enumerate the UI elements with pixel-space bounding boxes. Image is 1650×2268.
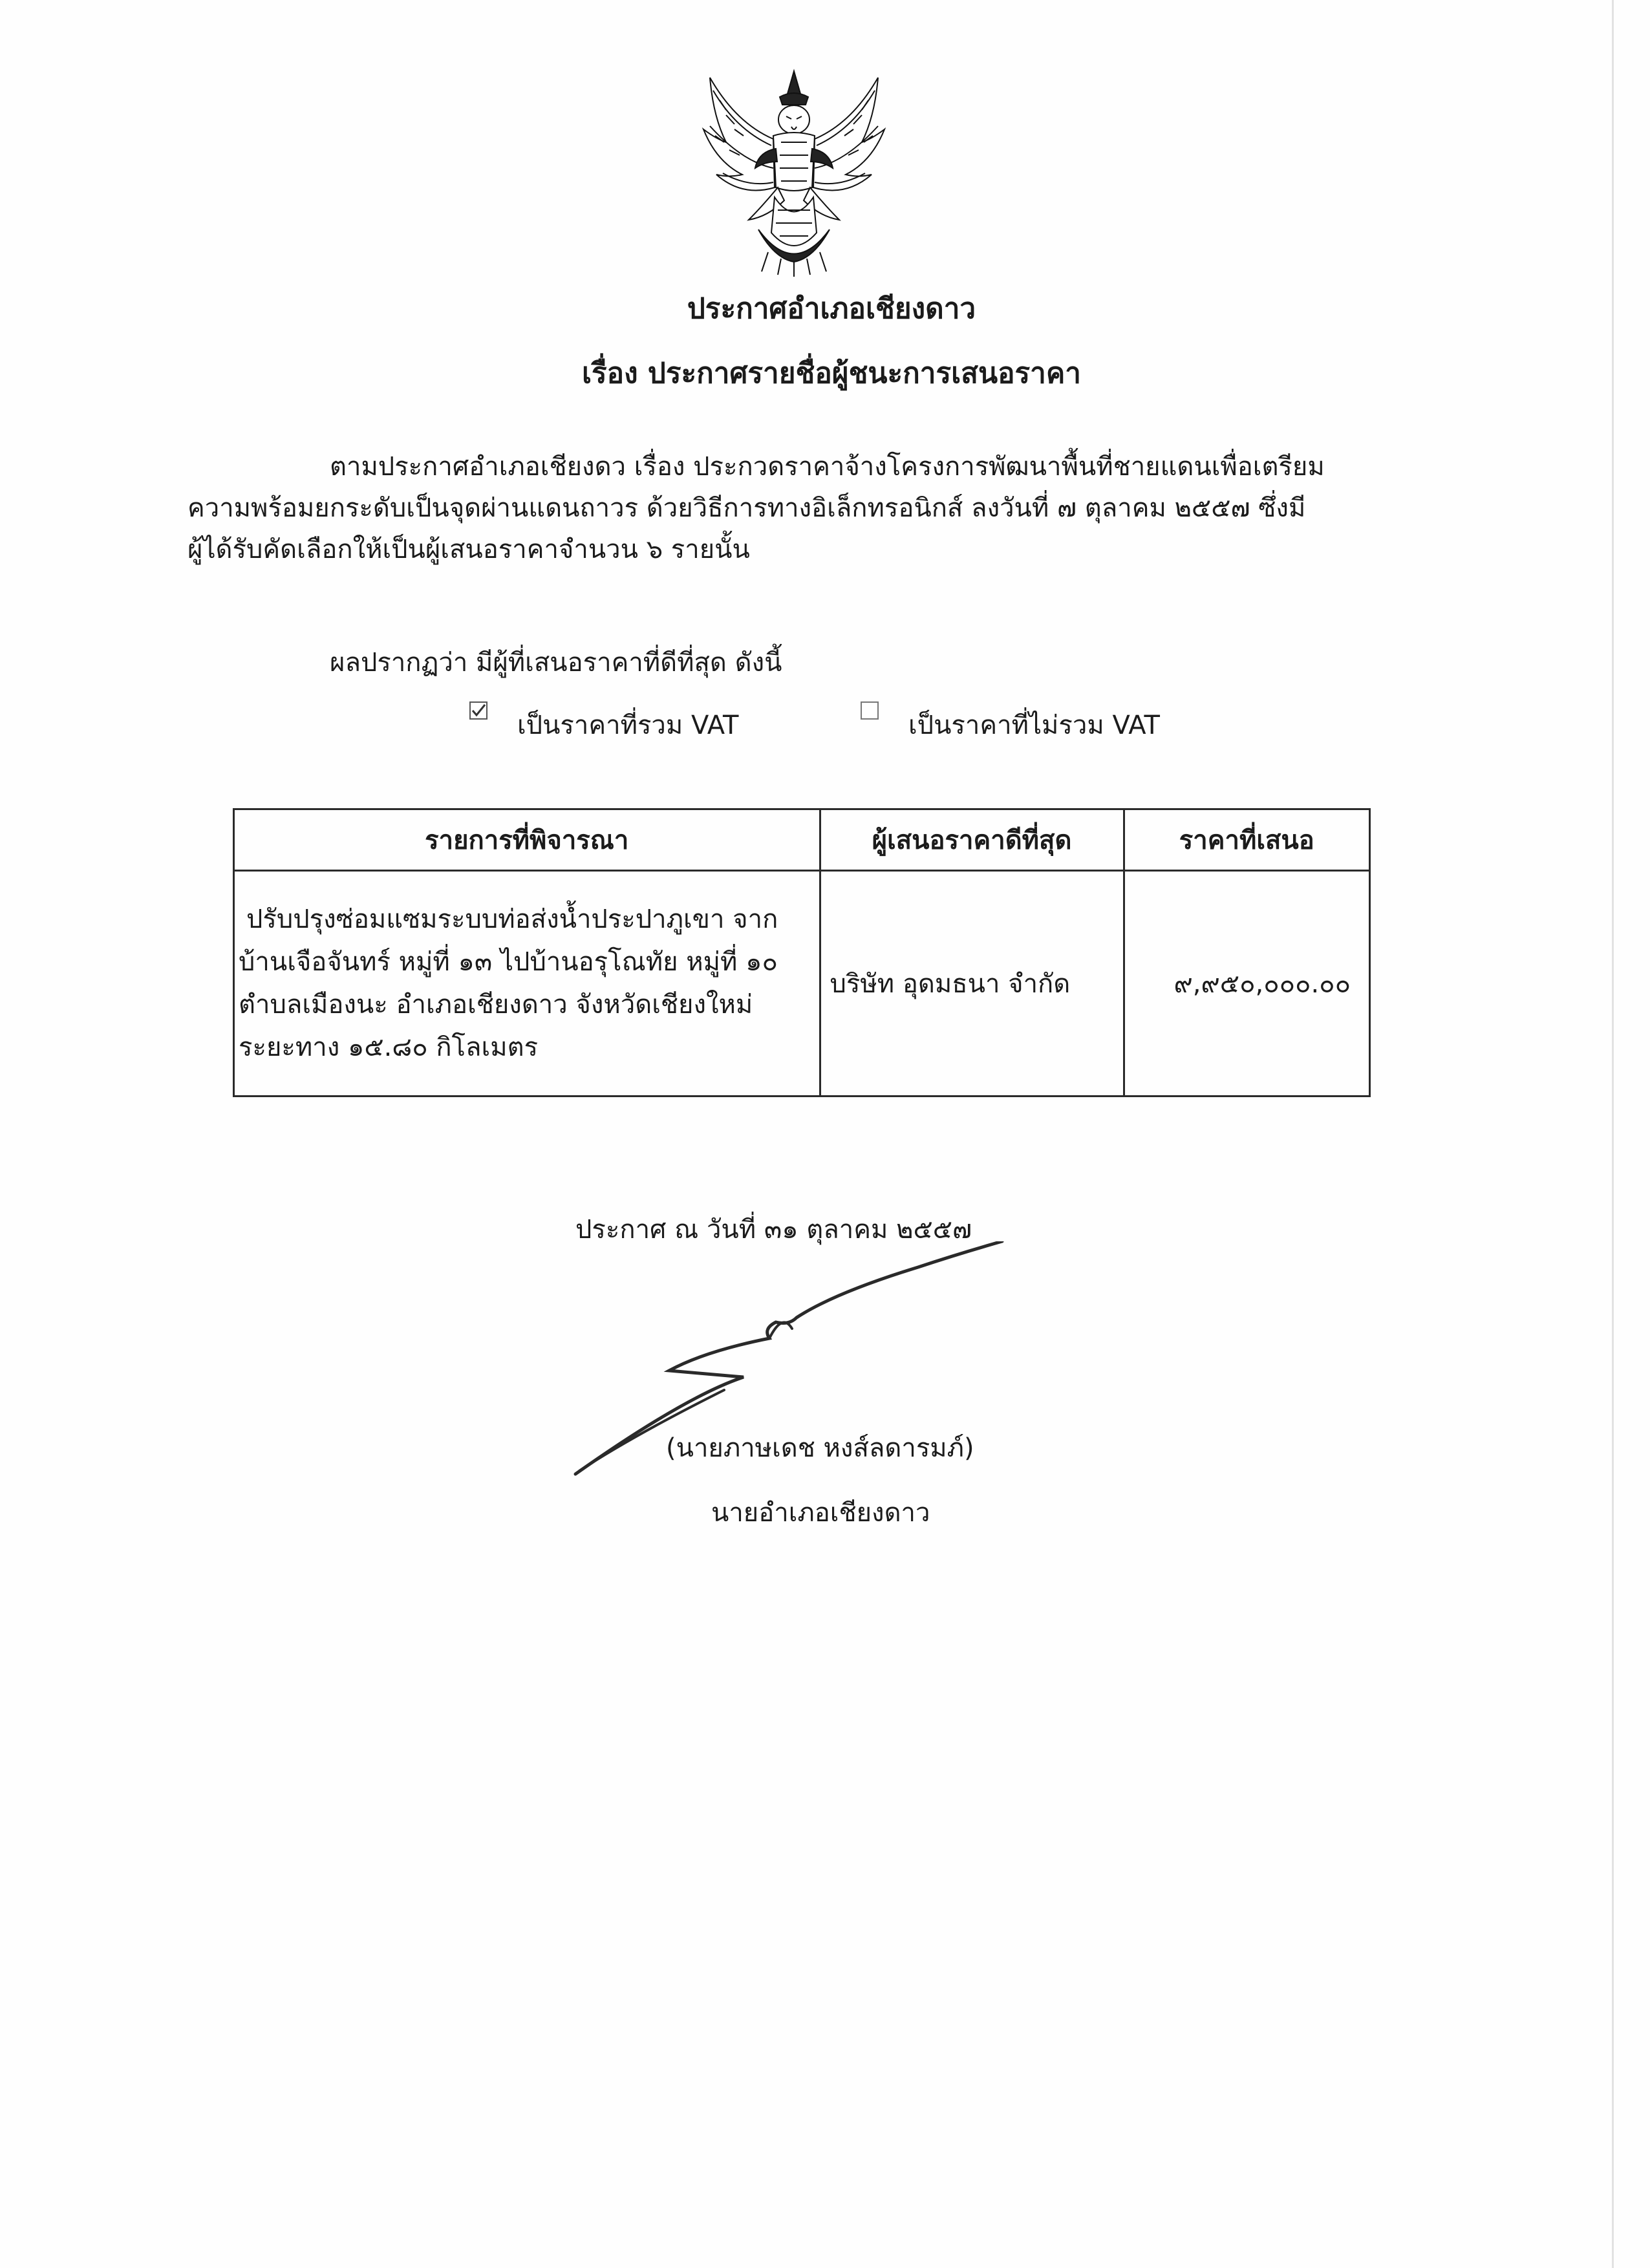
bid-results-table (233, 808, 1371, 1097)
header-bidder: ผู้เสนอราคาดีที่สุด (820, 809, 1124, 871)
item-line: ระยะทาง ๑๕.๘๐ กิโลเมตร (239, 1032, 539, 1062)
announcement-title: ประกาศอำเภอเชียงดาว (687, 292, 976, 325)
body-line: ผู้ได้รับคัดเลือกให้เป็นผู้เสนอราคาจำนวน ๖ รายนั้น (188, 535, 750, 564)
handwritten-signature (556, 1241, 1047, 1513)
unchecked-checkbox-icon[interactable] (860, 701, 879, 720)
body-paragraph (188, 446, 1416, 570)
cell-bidder: บริษัท อุดมธนา จำกัด (820, 871, 1124, 1097)
signer-title: นายอำเภอเชียงดาว (711, 1498, 930, 1528)
item-line: บ้านเจือจันทร์ หมู่ที่ ๑๓ ไปบ้านอรุโณทัย หมู่ที่ ๑๐ (239, 947, 778, 977)
header-item: รายการที่พิจารณา (234, 809, 820, 871)
signer-name: (นายภาษเดช หงส์ลดารมภ์) (666, 1433, 974, 1463)
vat-excluding-label: เป็นราคาที่ไม่รวม VAT (908, 711, 1160, 740)
announcement-date: ประกาศ ณ วันที่ ๓๑ ตุลาคม ๒๕๕๗ (575, 1215, 972, 1245)
garuda-emblem-icon (697, 65, 891, 278)
body-line: ความพร้อมยกระดับเป็นจุดผ่านแดนถาวร ด้วยวิธีการทางอิเล็กทรอนิกส์ ลงวันที่ ๗ ตุลาคม ๒๕๕๗ ซึ่งมี (188, 493, 1306, 523)
announcement-subject: เรื่อง ประกาศรายชื่อผู้ชนะการเสนอราคา (582, 357, 1081, 390)
vat-including-label: เป็นราคาที่รวม VAT (517, 711, 739, 740)
vat-excluding-option[interactable] (860, 698, 1261, 750)
item-line: ปรับปรุงซ่อมแซมระบบท่อส่งน้ำประปาภูเขา จาก (246, 904, 778, 934)
body-line: ตามประกาศอำเภอเชียงดว เรื่อง ประกวดราคาจ้างโครงการพัฒนาพื้นที่ชายแดนเพื่อเตรียม (330, 452, 1325, 482)
header-price: ราคาที่เสนอ (1124, 809, 1369, 871)
vat-including-option[interactable] (469, 698, 831, 750)
result-line: ผลปรากฏว่า มีผู้ที่เสนอราคาที่ดีที่สุด ดังนี้ (330, 648, 782, 678)
scan-edge-line (1612, 0, 1614, 2268)
cell-price: ๙,๙๕๐,๐๐๐.๐๐ (1124, 871, 1369, 1097)
table-row (234, 871, 1370, 1097)
cell-item (234, 871, 820, 1097)
item-line: ตำบลเมืองนะ อำเภอเชียงดาว จังหวัดเชียงใหม่ (239, 990, 753, 1020)
checked-checkbox-icon[interactable] (469, 701, 488, 720)
table-header-row (234, 809, 1370, 871)
